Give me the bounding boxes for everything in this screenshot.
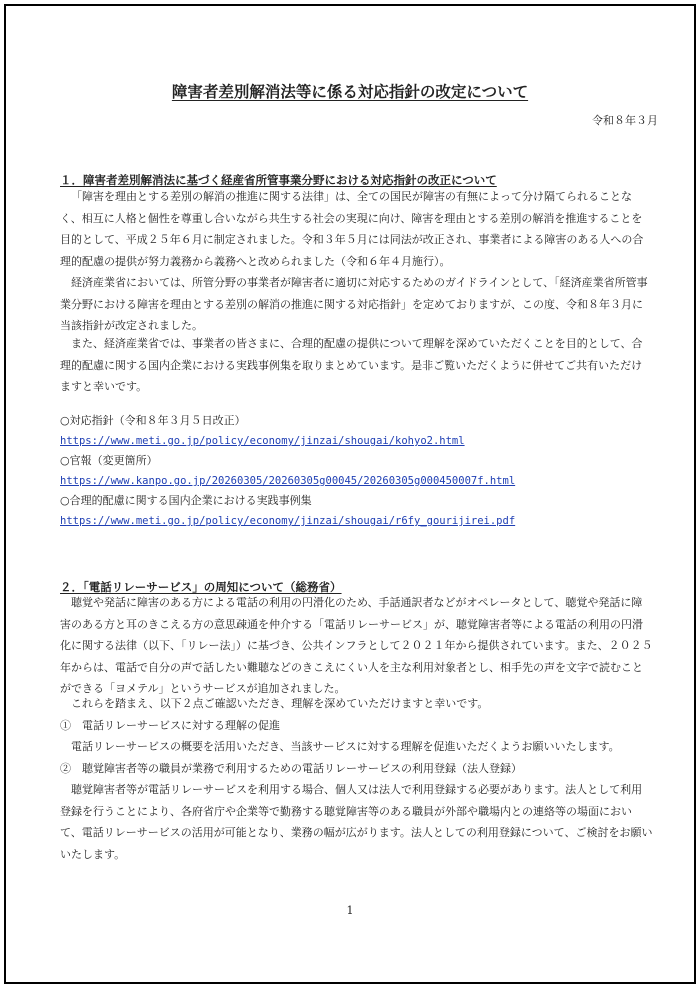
section2-paragraph-1: 聴覚や発話に障害のある方による電話の利用の円滑化のため、手話通訳者などがオペレータとして、聴覚や発話に障害のある方と耳のきこえる方の意思疎通を仲介する「電話リレーサービス」が、聴覚障害者等による電話の利用の円滑化に関する法律（以下、「リレー法」）に基づき、公共インフラとして２０２１年から提供されています。また、２０２５年からは、電話で自分の声で話したい難聴などのきこえにくい人を主な利用対象者とし、相手先の声を文字で読むことができる「ヨメテル」というサービスが追加されました。 xyxy=(60,596,653,695)
section1-paragraph-3: また、経済産業省では、事業者の皆さまに、合理的配慮の提供について理解を深めていただくことを目的として、合理的配慮に関する国内企業における実践事例集を取りまとめています。是非ご覧いただくように併せてご共有いただけますと幸いです。 xyxy=(60,337,643,393)
section1-paragraph-1: 「障害を理由とする差別の解消の推進に関する法律」は、全ての国民が障害の有無によって分け隔てられることなく、相互に人格と個性を尊重し合いながら共生する社会の実現に向け、障害を理由とする差別の解消を推進することを目的として、平成２５年６月に制定されました。令和３年５月には同法が改正され、事業者による障害のある人への合理的配慮の提供が努力義務から義務へと改められました（令和６年４月施行）。 xyxy=(60,190,644,268)
item-1-body: 電話リレーサービスの概要を活用いただき、当該サービスに対する理解を促進いただくようお願いいたします。 xyxy=(71,740,620,753)
section1-heading: １．障害者差別解消法に基づく経産省所管事業分野における対応指針の改正について xyxy=(60,173,497,187)
link-guideline-url[interactable]: https://www.meti.go.jp/policy/economy/jinzai/shougai/kohyo2.html xyxy=(60,435,465,447)
section2-heading: ２．「電話リレーサービス」の周知について（総務省） xyxy=(60,580,342,594)
section1-paragraph-2: 経済産業省においては、所管分野の事業者が障害者に適切に対応するためのガイドラインとして、「経済産業省所管事業分野における障害を理由とする差別の解消の推進に関する対応指針」を定めておりますが、この度、令和８年３月に当該指針が改定されました。 xyxy=(60,276,648,332)
document-title xyxy=(6,80,694,102)
page-number: 1 xyxy=(346,904,354,917)
item-2-label: ② 聴覚障害者等の職員が業務で利用するための電話リレーサービスの利用登録（法人登録） xyxy=(60,761,522,775)
document-date: 令和８年３月 xyxy=(592,114,658,127)
section1-links xyxy=(60,411,653,531)
link-casebook-url[interactable]: https://www.meti.go.jp/policy/economy/jinzai/shougai/r6fy_gourijirei.pdf xyxy=(60,515,516,527)
link-label-guideline: ○対応指針（令和８年３月５日改正） xyxy=(60,414,246,427)
section2-body xyxy=(60,693,653,865)
link-label-casebook: ○合理的配慮に関する国内企業における実践事例集 xyxy=(60,494,312,507)
link-label-kanpo: ○官報（変更箇所） xyxy=(60,454,158,467)
item-1-label: ① 電話リレーサービスに対する理解の促進 xyxy=(60,718,280,732)
item-2-body: 聴覚障害者等が電話リレーサービスを利用する場合、個人又は法人で利用登録する必要があります。法人として利用登録を行うことにより、各府省庁や企業等で勤務する聴覚障害等のある職員が外部や職場内との連絡等の場面において、電話リレーサービスの活用が可能となり、業務の幅が広がります。法人としての利用登録について、ご検討をお願いいたします。 xyxy=(60,783,653,861)
link-kanpo-url[interactable]: https://www.kanpo.go.jp/20260305/20260305g00045/20260305g000450007f.html xyxy=(60,475,516,487)
document-page xyxy=(4,4,696,984)
document-title-text: 障害者差別解消法等に係る対応指針の改定について xyxy=(171,82,529,101)
section2-paragraph-2: これらを踏まえ、以下２点ご確認いただき、理解を深めていただけますと幸いです。 xyxy=(71,697,489,710)
